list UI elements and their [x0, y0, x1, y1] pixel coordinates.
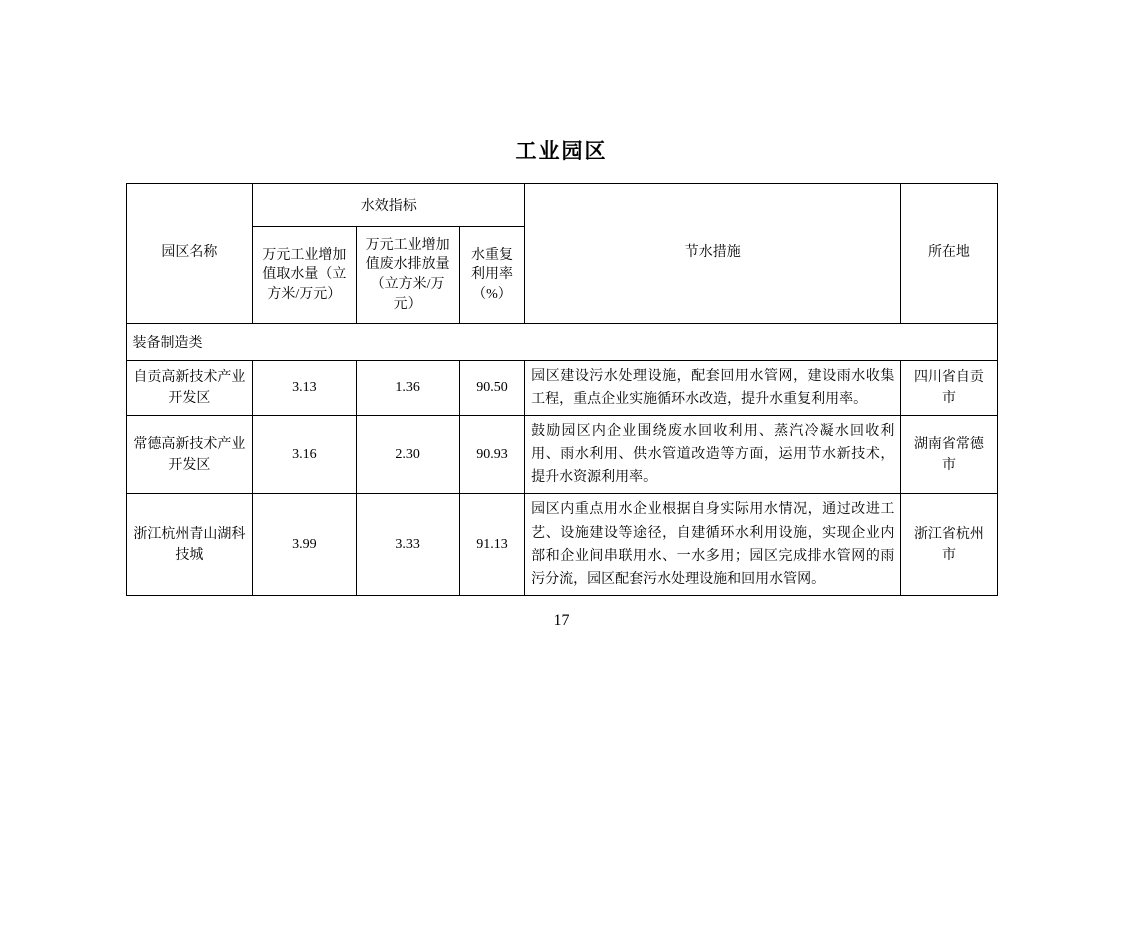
- park-location: 湖南省常德市: [901, 416, 997, 494]
- metric-reuse: 90.93: [459, 416, 524, 494]
- table-body: [126, 324, 997, 596]
- header-water-efficiency-group: 水效指标: [253, 184, 525, 227]
- page-number: 17: [553, 611, 570, 629]
- table-row: [126, 416, 997, 494]
- metric-intake: 3.16: [253, 416, 356, 494]
- water-saving-measures: 鼓励园区内企业围绕废水回收利用、蒸汽冷凝水回收利用、雨水利用、供水管道改造等方面，运用节水新技术，提升水资源利用率。: [525, 416, 901, 494]
- park-name: 浙江杭州青山湖科技城: [126, 494, 253, 595]
- table-row: [126, 494, 997, 595]
- page-title: 工业园区: [515, 139, 608, 163]
- header-metric-intake: 万元工业增加值取水量（立方米/万元）: [253, 227, 356, 324]
- table-section-row: [126, 324, 997, 361]
- industrial-park-table-wrap: [126, 183, 998, 596]
- metric-reuse: 91.13: [459, 494, 524, 595]
- table-row: [126, 361, 997, 416]
- metric-discharge: 3.33: [356, 494, 459, 595]
- metric-intake: 3.99: [253, 494, 356, 595]
- header-location: 所在地: [901, 184, 997, 324]
- industrial-park-table: [126, 183, 998, 596]
- water-saving-measures: 园区内重点用水企业根据自身实际用水情况，通过改进工艺、设施建设等途径，自建循环水利用设施，实现企业内部和企业间串联用水、一水多用；园区完成排水管网的雨污分流，园区配套污水处理设施和回用水管网。: [525, 494, 901, 595]
- metric-discharge: 2.30: [356, 416, 459, 494]
- metric-discharge: 1.36: [356, 361, 459, 416]
- header-park-name: 园区名称: [126, 184, 253, 324]
- park-name: 常德高新技术产业开发区: [126, 416, 253, 494]
- park-name: 自贡高新技术产业开发区: [126, 361, 253, 416]
- park-location: 四川省自贡市: [901, 361, 997, 416]
- metric-intake: 3.13: [253, 361, 356, 416]
- table-header-row-1: [126, 184, 997, 227]
- section-title: 装备制造类: [126, 324, 997, 361]
- park-location: 浙江省杭州市: [901, 494, 997, 595]
- header-metric-reuse: 水重复利用率（%）: [459, 227, 524, 324]
- water-saving-measures: 园区建设污水处理设施，配套回用水管网，建设雨水收集工程，重点企业实施循环水改造，提升水重复利用率。: [525, 361, 901, 416]
- document-page: [0, 135, 1123, 929]
- metric-reuse: 90.50: [459, 361, 524, 416]
- table-header: [126, 184, 997, 324]
- header-measures: 节水措施: [525, 184, 901, 324]
- header-metric-discharge: 万元工业增加值废水排放量（立方米/万元）: [356, 227, 459, 324]
